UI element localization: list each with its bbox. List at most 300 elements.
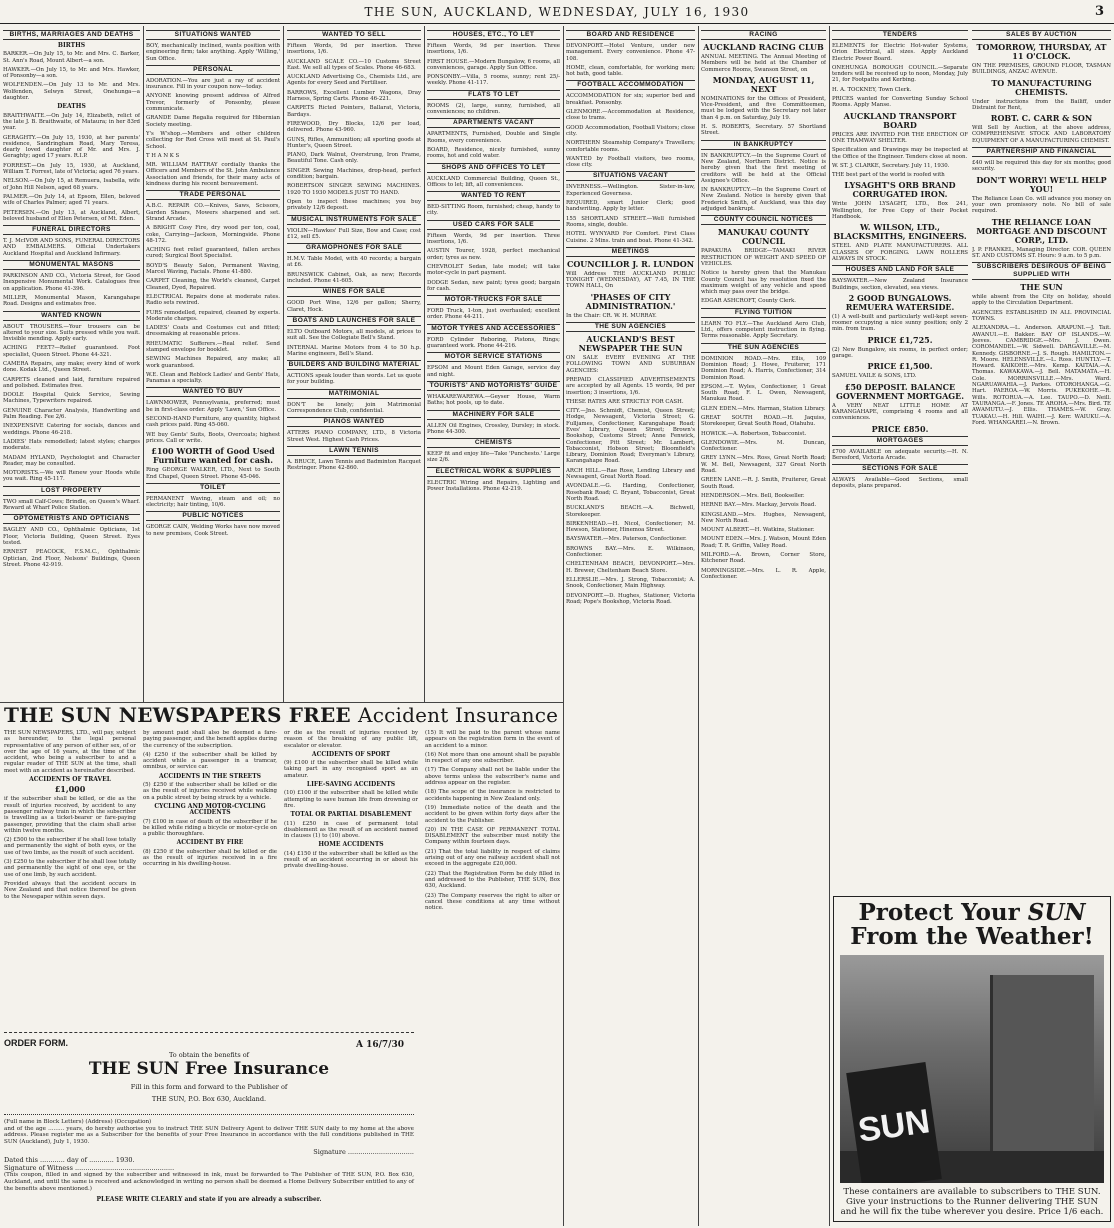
section-heading: WANTED TO RENT [427, 191, 560, 201]
classified-ad: EPSOM.—T. Wyles, Confectioner, 1 Great South Road; F. L. Owen, Newsagent, Manukau Road. [701, 383, 826, 403]
classified-ad: HERNE BAY.—Mrs. Mackay, Jervois Road. [701, 502, 817, 509]
classified-ad: AVONDALE.—G. Harding, Confectioner, Rosebank Road; C. Bryant, Tobacconist, Great North Road. [566, 483, 695, 502]
classified-ad: IN BANKRUPTCY.—In the Supreme Court of New Zealand. Notice is hereby given that Frederick Smith, of Auckland, was this day adjudged bankrupt. [701, 187, 826, 213]
promo-headline-end: From the Weather! [850, 923, 1094, 950]
order-form [4, 1032, 414, 1224]
display-line: THE SUN [1020, 282, 1063, 293]
section-heading: TENDERS [832, 30, 968, 40]
classified-ad: (15) It will be paid to the parent whose name appears on the registration form in the event of an accident to a minor. [425, 730, 560, 749]
classified-ad: (14) £150 if the subscriber shall be killed as the result of an accident occurring in or about his private dwelling-house. [284, 850, 418, 870]
classified-ad: BRUNSWICK Cabinet, Oak, as new; Records included. Phone 41-605. [287, 271, 421, 285]
classified-ad: GUNS, Rifles, Ammunition; all sporting goods at Hunter's, Queen Street. [287, 136, 421, 149]
classified-ad: SECOND-HAND Furniture, any quantity, highest cash prices paid. Ring 45-060. [146, 416, 280, 429]
section-heading: SITUATIONS VACANT [566, 171, 695, 181]
classified-ad: (11) £250 in case of permanent total disablement as the result of an accident named in clauses (1) to (10) above. [284, 820, 418, 840]
classified-ad: if the subscriber shall be killed, or die as the result of injuries received, by accident to any passenger railway train in which the subscriber is travelling as a ticket-bearer or fare-paying passenger, providing that the claim shall arise within twelve months. [4, 796, 136, 834]
section-heading: SALES BY AUCTION [972, 30, 1111, 40]
section-heading: BOARD AND RESIDENCE [566, 30, 695, 40]
section-heading: SHOPS AND OFFICES TO LET [427, 163, 560, 173]
sub-heading: DEATHS [57, 103, 86, 111]
classified-ad: ROBERTSON SINGER SEWING MACHINES. 1920 TO 1930 MODELS JUST TO HAND. [287, 183, 421, 196]
classified-ad: DON'T be lonely; join Matrimonial Correspondence Club, confidential. [287, 401, 421, 414]
classifieds-column-7 [832, 28, 968, 892]
classified-ad: NELSON.—On July 15, at Remuera, Isabella, wife of John Hill Nelson, aged 68 years. [3, 178, 140, 191]
classified-ad: £700 AVAILABLE on adequate security.—H. N. Beresford, Victoria Arcade. [832, 448, 968, 461]
insurance-banner [4, 704, 804, 726]
display-line: THE RELIANCE LOAN MORTGAGE AND DISCOUNT CORP., LTD. [976, 216, 1107, 245]
classified-ad: HOME, clean, comfortable, for working men; hot bath, good table. [566, 64, 695, 78]
classified-ad: PRICES wanted for Converting Sunday School Rooms. Apply Manse. [832, 96, 968, 109]
signature-line[interactable]: Signature ................................ [313, 1148, 414, 1157]
column-rule [698, 26, 699, 1226]
classifieds-column-8 [972, 28, 1111, 892]
classified-ad: CARPETS Ricted Pointers, Ballarat, Victoria, Bardays. [287, 105, 421, 118]
classified-ad: ADORATION.—You are just a ray of accident insurance. Fill in your coupon now—today. [146, 77, 280, 91]
classified-ad: ELLERSLIE.—Mrs. J. Strong, Tobacconist; A. Snook, Confectioner, Main Highway. [566, 576, 695, 590]
classified-ad: AUCKLAND Commercial Building, Queen St., Offices to let; lift, all conveniences. [427, 175, 560, 188]
section-heading: WANTED TO SELL [287, 30, 421, 40]
classified-ad: LADIES' Coats and Costumes cut and fitted; dressmaking at reasonable prices. [146, 325, 280, 338]
display-line: MONDAY, AUGUST 11, NEXT [712, 74, 815, 94]
signature-label: Signature [313, 1148, 346, 1157]
classified-ad: (1) A well-built and particularly well-kept seven-roomer occupying a nice sunny position; only 2 min. from tram. [832, 313, 968, 333]
section-heading: PUBLIC NOTICES [146, 511, 280, 521]
classified-ad: MOUNT EDEN.—Mrs. J. Watson, Mount Eden Road; T. R. Griffin, Valley Road. [701, 536, 826, 549]
classified-ad: ARCH HILL.—Rae Rose, Lending Library and Newsagent, Great North Road. [566, 467, 695, 481]
name-address-field[interactable] [4, 1105, 414, 1115]
classified-ad: BARROWS, Excellent Lumber Wagons, Dray Harness, Spring Carts. Phone 46-221. [287, 89, 421, 103]
classified-ad: (23) The Company reserves the right to alter or cancel these conditions at any time without notice. [425, 892, 560, 912]
display-line: TOMORROW, THURSDAY, AT 11 O'CLOCK. [976, 42, 1107, 61]
classified-ad: Will Address THE AUCKLAND PUBLIC TONIGHT (WEDNESDAY), AT 7.45, IN THE TOWN HALL, On [566, 270, 695, 290]
classified-ad: (2) £500 to the subscriber if he shall lose totally and permanently the sight of both eyes, or the use of two limbs, as the result of such accident. [4, 837, 136, 856]
classifieds-column-3 [287, 28, 421, 700]
order-form-address: THE SUN, P.O. Box 630, Auckland. [151, 1095, 267, 1103]
classified-ad: INEXPENSIVE Catering for socials, dances and weddings. Phone 46-218. [3, 423, 140, 436]
classified-ad: 155 SHORTLAND STREET.—Well furnished Rooms, single, double. [566, 215, 695, 228]
section-heading: FLATS TO LET [427, 90, 560, 100]
classified-ad: FORD Truck, 1-ton, just overhauled; excellent order. Phone 44-211. [427, 308, 560, 321]
section-heading: TOURISTS' AND MOTORISTS' GUIDE [427, 381, 560, 391]
section-heading: BUILDERS AND BUILDING MATERIAL [288, 361, 420, 369]
classified-ad: BAYSWATER.—Mrs. Paterson, Confectioner. [566, 536, 687, 543]
classified-ad: HOWICK.—A. Robertson, Tobacconist. [701, 430, 807, 437]
classified-ad: SINGER Sewing Machines, drop-head, perfect condition; bargain. [287, 167, 421, 181]
dated-line[interactable]: Dated this ............ day of ............ 1930. [4, 1156, 135, 1165]
classified-ad: THESE RATES ARE STRICTLY FOR CASH. [566, 398, 684, 405]
classifieds-column-6 [701, 28, 826, 1224]
classified-ad: GRANDE Dame Regalia required for Hibernian Society meeting. [146, 115, 280, 128]
witness-line[interactable]: Signature of Witness ................................................ [4, 1164, 175, 1173]
classified-ad: BOARD, Residence, nicely furnished, sunny rooms, hot and cold water. [427, 146, 560, 160]
classified-ad: WOLFENDEN.—On July 13 to Mr. and Mrs. Wolfenden, Selwyn Street, Onehunga—a daughter. [3, 82, 140, 102]
classified-ad: GREY LYNN.—Mrs. Ross, Great North Road; W. M. Bell, Newsagent, 327 Great North Road. [701, 455, 826, 475]
column-rule [829, 26, 830, 1226]
classified-ad: (9) £100 if the subscriber shall be killed while taking part in any recognised sport as an amateur. [284, 760, 418, 779]
section-heading: THE SUN AGENCIES [701, 343, 826, 353]
display-line: PRICE £850. [871, 423, 929, 434]
classified-ad: ALEXANDRA.—L. Anderson. ARAPUNI.—J. Tait. AWANUI.—E. Bakker. BAY OF ISLANDS.—W. Jeeves. CAMBRIDGE.—Mrs. J. Owen. COROMANDEL.—W. Sidwell. DARGAVILLE.—M. Kennedy. GISBORNE.—J. S. Rough. HAMILTON.—R. Moore. HELENSVILLE.—L. Ross. HUNTLY.—T. Howard. KAIKOHE.—Mrs. Kemp. KAITAIA.—A. Thomas. KAWAKAWA.—J. Bell. MATAMATA.—H. Cole. MORRINSVILLE.—Mrs. Ward. NGARUAWAHIA.—J. Parkes. OTOROHANGA.—G. Hart. PAEROA.—W. Morris. PUKEKOHE.—R. Wills. ROTORUA.—A. Lee. TAUPO.—D. Neill. TAURANGA.—F. Jones. TE AROHA.—Mrs. Bird. TE AWAMUTU.—J. Ellis. THAMES.—W. Gray. TUAKAU.—H. Hill. WAIHI.—J. Kerr. WAIUKU.—A. Ford. WHANGAREI.—N. Brown. [972, 325, 1111, 426]
section-heading: THE SUN AGENCIES [566, 322, 695, 332]
classified-ad: INVERNESS.—Wellington. Sister-in-law, Experienced Governess. [566, 184, 695, 197]
display-line: COUNCILLOR J. R. LUNDON [566, 258, 695, 269]
promo-caption: These containers are available to subscribers to THE SUN. Give your instructions to the Runner delivering THE SUN and he will fix the tube wherever you desire. Price 1/6 each. [840, 1187, 1104, 1217]
display-line: £50 DEPOSIT. BALANCE GOVERNMENT MORTGAGE. [836, 381, 964, 401]
classified-ad: Under instructions from the Bailiff, under Distraint for Rent, [972, 98, 1111, 111]
section-heading: MOTOR SERVICE STATIONS [427, 352, 560, 362]
section-heading: BOATS AND LAUNCHES FOR SALE [287, 316, 421, 326]
section-heading: FUNERAL DIRECTORS [3, 225, 140, 235]
display-line: AUCKLAND'S BEST NEWSPAPER THE SUN [578, 334, 683, 354]
classified-ad: MILFORD.—A. Brown, Corner Store, Kitchener Road. [701, 552, 826, 565]
classified-ad: EPSOM and Mount Eden Garage, service day and night. [427, 365, 560, 378]
display-line: £100 WORTH of Good Used Furniture wanted for cash. [151, 446, 275, 466]
classified-ad: MORNINGSIDE.—Mrs. L. R. Apple, Confectioner. [701, 567, 826, 580]
classified-ad: DEVONPORT.—Hotel Venture, under new management. Every convenience. Phone 47-108. [566, 43, 695, 62]
order-form-footer: PLEASE WRITE CLEARLY and state if you are already a subscriber. [96, 1196, 322, 1204]
classified-ad: ALWAYS Available—Good Sections, small deposits, plans prepared. [832, 477, 968, 490]
display-line: AUCKLAND RACING CLUB [703, 42, 824, 52]
section-heading: MOTOR TYRES AND ACCESSORIES [427, 324, 560, 334]
classified-ad: BROWNS BAY.—Mrs. E. Wilkinson, Confectioner. [566, 545, 695, 559]
order-form-heading: ORDER FORM. [4, 1038, 68, 1048]
sub-heading: HOME ACCIDENTS [318, 841, 384, 849]
classified-ad: ACCOMMODATION for six; superior bed and breakfast. Ponsonby. [566, 93, 695, 106]
classified-ad: CARPET Cleaning, the World's cleanest, Carpet Cleaned, Dyed, Repaired. [146, 278, 280, 291]
classified-ad: IN BANKRUPTCY.—In the Supreme Court of New Zealand, Northern District. Notice is hereby given that the first meeting of creditors will be held at the Official Assignee's Office. [701, 152, 826, 184]
classifieds-column-2 [146, 28, 280, 700]
classified-ad: (21) That the total liability in respect of claims arising out of any one railway accident shall not exceed in the aggregate £20,000. [425, 848, 560, 868]
classified-ad: ROOMS (2), large, sunny, furnished, all conveniences; no children. [427, 102, 560, 116]
promo-headline-start: Protect Your [858, 899, 1020, 926]
section-heading: SITUATIONS WANTED [146, 30, 280, 40]
classified-ad: A BRIGHT Cosy Fire, dry wood per ton, coal, coke, Carrying—Jackson, Morningside. Phone 48-172. [146, 225, 280, 244]
classified-ad: FIREWOOD, Dry Blocks, 12/6 per load, delivered. Phone 43-960. [287, 120, 421, 134]
classified-ad: ELECTRICAL Repairs done at moderate rates. Radio sets rewired. [146, 293, 280, 307]
display-line: PRICE £1,725. [867, 334, 933, 345]
classified-ad: PIANO, Dark Walnut, Overstrung, Iron Frame, Beautiful Tone. Cash only. [287, 152, 421, 165]
classified-ad: GLENMORE.—Accommodation at Residence, close to trams. [566, 109, 695, 122]
classified-ad: ONEHUNGA BOROUGH COUNCIL.—Separate tenders will be received up to noon, Monday, July 21, for Footpaths and Kerbing. [832, 64, 968, 84]
classified-ad: LADIES' Hats remodelled; latest styles; charges moderate. [3, 438, 140, 452]
masthead [0, 0, 1114, 24]
classified-ad: HENDERSON.—Mrs. Bell, Bookseller. [701, 492, 805, 499]
classified-ad: SEWING Machines Repaired, any make; all work guaranteed. [146, 356, 280, 369]
display-line: LYSAGHT'S ORB BRAND CORRUGATED IRON. [844, 180, 956, 200]
section-heading: COUNTY COUNCIL NOTICES [701, 215, 826, 225]
classified-ad: Specification and Drawings may be inspected at the Office of the Engineer. Tenders close at noon. [832, 147, 968, 160]
order-form-note: (This coupon, filled in and signed by the subscriber and witnessed in ink, must be forwarded to The Publisher of THE SUN, P.O. Box 630, Auckland, and until the same is received and acknowledged in writing no person shall be deemed a Home Delivery Subscriber entitled to any of the benefits above mentioned.) [4, 1172, 414, 1192]
classified-ad: ELECTRIC Wiring and Repairs, Lighting and Power Installations. Phone 42-219. [427, 479, 560, 492]
classified-ad: ALLEN Oil Engines, Crossley, Dursley; in stock. Phone 44-300. [427, 422, 560, 435]
classified-ad: Notice is hereby given that the Manukau County Council has by resolution fixed the maximum weight of any vehicle and speed which may pass over the bridge. [701, 270, 826, 296]
display-line: W. WILSON, LTD., BLACKSMITHS, ENGINEERS. [833, 222, 967, 242]
sub-heading: ACCIDENTS IN THE STREETS [158, 772, 262, 780]
classified-ad: DOOLE Hospital Quick Service, Sewing Machines, Typewriters repaired. [3, 392, 140, 405]
classified-ad: PARKINSON AND CO., Victoria Street, for Good Inexpensive Monumental Work. Catalogues free on application. Phone 41-396. [3, 273, 140, 292]
section-heading: OPTOMETRISTS AND OPTICIANS [3, 514, 140, 524]
insurance-terms-column-4 [425, 730, 560, 1224]
classified-ad: A. BRUCE, Lawn Tennis and Badminton Racquet Restringer. Phone 42-860. [287, 458, 421, 472]
section-heading: MUSICAL INSTRUMENTS FOR SALE [287, 215, 421, 225]
section-heading: PIANOS WANTED [287, 417, 421, 427]
classified-ad: WE buy Gents' Suits, Boots, Overcoats; highest prices. Call or write. [146, 431, 280, 444]
classified-ad: ELEMENTS for Electric Hot-water Systems, Orion Electrical, all sizes. Apply Auckland Electric Power Board. [832, 43, 968, 62]
column-rule [283, 26, 284, 702]
classified-ad: by amount paid shall also be deemed a fare-paying passenger, and the benefit applies during the currency of the subscription. [143, 730, 277, 749]
classified-ad: TWO small Calf-Cows; Brindle, on Queen's Wharf. Reward at Wharf Police Station. [3, 498, 140, 512]
order-form-title: THE SUN Free Insurance [88, 1059, 330, 1079]
section-heading: HOUSES AND LAND FOR SALE [832, 265, 968, 275]
sub-heading: TOTAL OR PARTIAL DISABLEMENT [290, 811, 412, 819]
classified-ad: GEORGE CAIN, Welding Works have now moved to new premises, Cook Street. [146, 524, 280, 537]
display-line: TO MANUFACTURING CHEMISTS. [991, 77, 1092, 97]
section-heading: WINES FOR SALE [287, 287, 421, 297]
classified-ad: BARKER.—On July 15, to Mr. and Mrs. C. Barker, St. Ann's Road, Mount Albert—a son. [3, 51, 140, 64]
classified-ad: W. ST. J. CLARKE, Secretary. July 11, 1930. [832, 162, 950, 169]
classified-ad: (3) £250 to the subscriber if he shall lose totally and permanently the sight of one eye, or the use of one limb, by such accident. [4, 859, 136, 878]
section-heading: ELECTRICAL WORK & SUPPLIES [427, 467, 560, 477]
classified-ad: BOYD'S Beauty Salon, Permanent Waving, Marcel Waving, Facials. Phone 41-880. [146, 262, 280, 276]
classified-ad: Ring GEORGE WALKER, LTD., Next to South End Chapel, Queen Street. Phone 45-046. [146, 467, 280, 480]
classified-ad: DEVONPORT.—D. Hughes, Stationer, Victoria Road; Pope's Bookshop, Victoria Road. [566, 592, 695, 605]
section-heading: APARTMENTS VACANT [427, 118, 560, 128]
classified-ad: PRICES ARE INVITED FOR THE ERECTION OF ONE TRAMWAY SHELTER. [832, 131, 968, 144]
section-heading: USED CARS FOR SALE [427, 220, 560, 230]
classified-ad: BUCKLAND'S BEACH.—A. Bichwell, Storekeeper. [566, 505, 695, 518]
display-line: PRICE £1,500. [867, 361, 933, 372]
classified-ad: PAPAKURA BRIDGE—TAMAKI RIVER RESTRICTION OF WEIGHT AND SPEED OF VEHICLES. [701, 248, 826, 267]
classifieds-column-1 [3, 28, 140, 700]
sub-heading: LIFE-SAVING ACCIDENTS [306, 781, 396, 789]
classified-ad: APARTMENTS, Furnished, Double and Single Rooms, every convenience. [427, 131, 560, 144]
classified-ad: GREAT SOUTH ROAD.—H. Jaquiss, Storekeeper, Great South Road, Otahuhu. [701, 414, 826, 428]
newspaper-title: THE SUN, AUCKLAND, WEDNESDAY, JULY 16, 1930 [364, 5, 750, 19]
classified-ad: SAMUEL VAILE & SONS, LTD. [832, 373, 917, 380]
classified-ad: (4) £250 if the subscriber shall be killed by accident while a passenger in a tramcar, omnibus, or service car. [143, 751, 277, 771]
classified-ad: (22) That the Registration Form be duly filled in and addressed to the Publisher, THE SUN, Box 630, Auckland. [425, 870, 560, 890]
classified-ad: EDGAR ASHCROFT, County Clerk. [701, 298, 796, 305]
section-heading: LAWN TENNIS [287, 446, 421, 456]
section-heading: MORTGAGES [832, 436, 968, 446]
insurance-terms-column-3 [284, 730, 418, 1028]
classified-ad: ANYONE knowing present address of Alfred Trevor, formerly of Ponsonby, please communicate. [146, 93, 280, 113]
sub-heading: BIRTHS [57, 42, 86, 49]
classified-ad: GLENDOWIE.—Mrs. M. Duncan, Confectioner. [701, 439, 826, 453]
banner-title-light: Accident Insurance [358, 703, 559, 727]
section-heading: MEETINGS [566, 247, 695, 257]
classified-ad: (2) New Bungalow, six rooms, in perfect order; garage. [832, 346, 968, 360]
classified-ad: MADAM HYLAND, Psychologist and Character Reader, may be consulted. [3, 454, 140, 467]
classified-ad: (17) The Company shall not be liable under the above terms unless the subscriber's name and address appear on the register. [425, 767, 560, 787]
display-line: MANUKAU COUNTY COUNCIL [717, 227, 810, 247]
classified-ad: H.M.V. Table Model, with 40 records; a bargain at £6. [287, 256, 421, 269]
classified-ad: PREPAID CLASSIFIED ADVERTISEMENTS are accepted by all Agents. 15 words, 9d per insertion; 3 insertions, 1/6. [566, 376, 695, 396]
classifieds-column-4 [427, 28, 560, 700]
classified-ad: (5) £250 if the subscriber shall be killed or die as the result of injuries received while walking on a public street by being struck by a vehicle. [143, 782, 277, 801]
classified-ad: GOOD Accommodation, Football Visitors; close city. [566, 124, 695, 137]
classified-ad: WHAKAREWAREWA.—Geyser House, Warm Baths; hot pools, up to date. [427, 393, 560, 407]
classified-ad: CITY.—Jno. Schmidt, Chemist, Queen Street; Hodge, Newsagent, Victoria Street; G. Fulljames, Confectioner, Karangahape Road; Eves' Library, Queen Street; Brown's Bookshop, Customs Street; Anne Fenwick, Confectioner, Pitt Street; Mr. Lambert, Tobacconist, Hobson Street; Bloomfield's Library, Dominion Road; Everyman's Library, Karangahape Road. [566, 408, 695, 465]
section-heading: MOTOR-TRUCKS FOR SALE [427, 295, 560, 305]
classified-ad: BAGLEY AND CO., Ophthalmic Opticians, 1st Floor, Victoria Building, Queen Street. Eyes tested. [3, 527, 140, 546]
classified-ad: AGENCIES ESTABLISHED IN ALL PROVINCIAL TOWNS. [972, 309, 1111, 323]
section-heading: WANTED KNOWN [3, 311, 140, 321]
classified-ad: Y's W'shop.—Members and other children collecting for Red Cross will meet at St. Paul's School. [146, 130, 280, 150]
classified-ad: INTERNAL Marine Motors from 4 to 50 h.p. Marine engineers, Bell's Stand. [287, 344, 421, 357]
section-heading: MONUMENTAL MASONS [3, 260, 140, 270]
classified-ad: Open to inspect these machines; you buy privately 12/6 deposit. [287, 198, 421, 212]
classified-ad: T H A N K S [146, 152, 180, 159]
section-heading: MATRIMONIAL [287, 389, 421, 399]
classified-ad: W.E. Clean and Reblock Ladies' and Gents' Hats, Panamas a specialty. [146, 371, 280, 385]
classified-ad: DODGE Sedan, new paint; tyres good; bargain for cash. [427, 279, 560, 292]
classified-ad: (19) Immediate notice of the death and the accident to be given within forty days after the accident to the Publisher. [425, 804, 560, 824]
classified-ad: ERNEST PEACOCK, F.S.M.C., Ophthalmic Optician, 2nd Floor, Nelsons' Buildings, Queen Street. Phone 42-919. [3, 549, 140, 568]
sub-heading: CYCLING AND MOTOR-CYCLING ACCIDENTS [154, 802, 266, 817]
classified-ad: Fifteen Words, 9d per insertion. Three insertions, 1/6. [427, 232, 560, 246]
classified-ad: LEARN TO FLY.—The Auckland Aero Club, Ltd., offers competent instruction in flying. Terms reasonable. Apply Secretary. [701, 320, 826, 340]
classified-ad: GLEN EDEN.—Mrs. Harman, Station Library. [701, 405, 826, 412]
classified-ad: BRAITHWAITE.—On July 14, Elizabeth, relict of the late J. B. Braithwaite, of Mataura; in her 83rd year. [3, 112, 140, 132]
classified-ad: PERMANENT Waving, steam and oil; no electricity; hair tinting, 10/6. [146, 495, 280, 509]
insurance-terms-column-1 [4, 730, 136, 1028]
classified-ad: GENUINE Character Analysis, Handwriting and Palm Reading. Fee 2/6. [3, 407, 140, 421]
classified-ad: T. J. McIVOR AND SONS, FUNERAL DIRECTORS AND EMBALMERS. Official Undertakers Auckland Hospital and Auckland Infirmary. [3, 238, 140, 257]
classified-ad: CAMERA Repairs, any make; every kind of work done. Kodak Ltd., Queen Street. [3, 360, 140, 374]
section-heading: HOUSES, ETC., TO LET [427, 30, 560, 40]
section-heading: SUBSCRIBERS DESIROUS OF BEING SUPPLIED WITH [972, 262, 1111, 280]
display-line: ROBT. C. CARR & SON [990, 113, 1093, 124]
section-heading: CHEMISTS [427, 438, 560, 448]
section-heading: MACHINERY FOR SALE [427, 410, 560, 420]
classified-ad: FIRST HOUSE.—Modern Bungalow, 6 rooms, all conveniences, garage. Apply Sun Office. [427, 58, 560, 71]
classified-ad: CARPETS cleaned and laid, furniture repaired and polished. Estimates free. [3, 376, 140, 389]
classified-ad: The Reliance Loan Co. will advance you money on your own promissory note. No bill of sale required. [972, 195, 1111, 215]
classified-ad: WANTED by Football visitors, two rooms, close city. [566, 155, 695, 169]
section-heading: WANTED TO BUY [146, 387, 280, 397]
classified-ad: PETERSEN.—On July 13, at Auckland, Albert, beloved husband of Ellen Petersen, of Mt. Eden. [3, 209, 140, 222]
classified-ad: BED-SITTING Room, furnished; cheap, handy to city. [427, 204, 560, 217]
classified-ad: or die as the result of injuries received by reason of the breaking of any public lift, escalator or elevator. [284, 730, 418, 749]
display-line: AUCKLAND TRANSPORT BOARD [843, 110, 957, 130]
classified-ad: Provided always that the accident occurs in New Zealand and that notice thereof be given to the Newspaper within seven days. [4, 880, 136, 900]
classified-ad: KEEP fit and enjoy life—Take 'Punchesto.' Large size 2/6. [427, 451, 560, 464]
order-form-intro: To obtain the benefits of [168, 1051, 250, 1059]
classified-ad: REQUIRED, smart Junior Clerk; good handwriting. Apply by letter. [566, 200, 695, 213]
display-line: 2 GOOD BUNGALOWS. REMUERA WATERSIDE. [845, 292, 955, 312]
section-heading: RACING [701, 30, 826, 40]
classified-ad: VIOLIN—Hawkes' Full Size, Bow and Case; cost £12, sell £5. [287, 227, 421, 240]
section-heading: PERSONAL [146, 65, 280, 75]
classified-ad: (7) £100 in case of death of the subscriber if he be killed while riding a bicycle or motor-cycle on a public thoroughfare. [143, 818, 277, 838]
classified-ad: ACTIONS speak louder than words. Let us quote for your building. [287, 373, 421, 386]
classified-ad: AUCKLAND Advertising Co., Chemists Ltd., are Agents for every Seed and Fertiliser. [287, 74, 421, 87]
classified-ad: Write JOHN LYSAGHT, LTD., Box 241, Wellington, for Free Copy of their Pocket Handbook. [832, 201, 968, 221]
banner-title-bold: THE SUN NEWSPAPERS FREE [4, 703, 351, 727]
weather-container-promo [833, 896, 1111, 1222]
promo-photo [840, 955, 1104, 1183]
promo-headline [834, 901, 1110, 949]
classified-ad: H. A. TOCKNEY, Town Clerk. [832, 86, 912, 93]
classified-ad: MOTORISTS.—We will Renew your Hoods while you wait. Ring 45-117. [3, 470, 140, 483]
classified-ad: PONSONBY.—Villa, 5 rooms, sunny; rent 25/- weekly. Phone 41-117. [427, 74, 560, 87]
sun-container-box: SUN [846, 1062, 942, 1183]
classified-ad: NORTHERN Steamship Company's Travellers; comfortable rooms. [566, 140, 695, 153]
classified-ad: ON THE PREMISES, GROUND FLOOR, TASMAN BUILDINGS, ANZAC AVENUE. [972, 63, 1111, 76]
classified-ad: In the Chair: CR. W. H. MURRAY. [566, 312, 657, 319]
order-form-subtitle: Fill in this form and forward to the Publisher of [130, 1083, 288, 1091]
display-line: £1,000 [54, 784, 86, 795]
section-heading: TRADE PERSONAL [146, 190, 280, 200]
classified-ad: ANNUAL MEETING. The Annual Meeting of Members will be held at the Chamber of Commerce Rooms, Swanson Street, on [701, 54, 826, 73]
classified-ad: FORREST.—On July 15, 1930, at Auckland, William T. Forrest, late of Victoria; aged 76 years. [3, 162, 140, 176]
section-heading: FLYING TUITION [701, 308, 826, 318]
section-heading: BIRTHS, MARRIAGES AND DEATHS [3, 30, 140, 40]
classified-ad: THE best part of the world is roofed with [832, 172, 945, 179]
classified-ad: CHELTENHAM BEACH, DEVONPORT.—Mrs. H. Brewer, Cheltenham Beach Store. [566, 561, 695, 574]
section-heading: FOOTBALL ACCOMMODATION [566, 80, 695, 90]
classified-ad: (10) £100 if the subscriber shall be killed while attempting to save human life from drowning or fire. [284, 790, 418, 809]
classified-ad: HOTEL WYNYARD For Comfort. First Class Cuisine. 2 Mins. train and boat. Phone 41-342. [566, 231, 695, 244]
page-number: 3 [1094, 4, 1104, 19]
classified-ad: FORD Cylinder Reboring, Pistons, Rings; guaranteed work. Phone 44-216. [427, 336, 560, 350]
classified-ad: (20) IN THE CASE OF PERMANENT TOTAL DISABLEMENT the subscriber must notify the Company within fourteen days. [425, 826, 560, 846]
classified-ad: ELTO Outboard Motors, all models, at prices to suit all. See the Collegiate Bell's Stand. [287, 328, 421, 342]
classified-ad: BAYSWATER.—New Zealand Insurance Buildings, section, elevated, sea views. [832, 278, 968, 291]
display-line: 'PHASES OF CITY ADMINISTRATION.' [585, 291, 676, 311]
classified-ad: GREEN LANE.—R. J. Smith, Fruiterer, Great South Road. [701, 477, 826, 490]
classified-ad: RHEUMATIC Sufferers.—Real relief. Send stamped envelope for booklet. [146, 340, 280, 353]
classified-ad: CHEVROLET Sedan, late model; will take motor-cycle in part payment. [427, 263, 560, 277]
classified-ad: MR. WILLIAM RATTRAY cordially thanks the Officers and Members of the St. John Ambulance Association and friends, for their many acts of kindness during his recent bereavement. [146, 162, 280, 188]
classified-ad: THE SUN NEWSPAPERS, LTD., will pay, subject as hereunder, to the legal personal representative of any person of either sex, of or over the age of 16 years, at the time of the accident, who being a subscriber to and a regular reader of THE SUN at the time, shall meet with an accident as hereinafter described. [4, 730, 136, 774]
sub-heading: ACCIDENT BY FIRE [176, 839, 244, 847]
section-heading: PARTNERSHIP AND FINANCIAL [972, 147, 1111, 157]
classified-ad: ATTERS PIANO COMPANY, LTD., 8 Victoria Street West. Highest Cash Prices. [287, 430, 421, 443]
classified-ad: BOY, mechanically inclined, wants position with engineering firm; take anything. Apply 'Willing,' Sun Office. [146, 43, 280, 62]
classified-ad: MILLER, Monumental Mason, Karangahape Road. Designs and estimates free. [3, 294, 140, 308]
classified-ad: PALMER.—On July 14, at Epsom, Ellen, beloved wife of Charles Palmer; aged 71 years. [3, 193, 140, 207]
classified-ad: (8) £250 if the subscriber shall be killed or die as the result of injuries received in a fire occurring in his dwelling-house. [143, 848, 277, 868]
classified-ad: FURS remodelled, repaired, cleaned by experts. Moderate charges. [146, 309, 280, 322]
classified-ad: HAWKER.—On July 15, to Mr. and Mrs. Hawker, of Ponsonby—a son. [3, 66, 140, 80]
classified-ad: KINGSLAND.—Mrs. Hughes, Newsagent, New North Road. [701, 511, 826, 524]
column-rule [143, 26, 144, 702]
classified-ad: AUSTIN Tourer, 1928, perfect mechanical order; tyres as new. [427, 248, 560, 261]
classified-ad: STEEL AND PLATE MANUFACTURERS. ALL CLASSES OF FORGING. LAWN ROLLERS ALWAYS IN STOCK. [832, 243, 968, 262]
classifieds-column-5 [566, 28, 695, 1224]
classified-ad: Fifteen Words, 9d per insertion. Three insertions, 1/6. [427, 43, 560, 56]
display-line: DON'T WORRY! WE'LL HELP YOU! [976, 174, 1107, 194]
sub-heading: ACCIDENTS OF SPORT [311, 750, 391, 758]
column-rule [563, 26, 564, 1226]
classified-ad: GOOD Port Wine, 12/6 per gallon; Sherry, Claret, Hock. [287, 300, 421, 313]
witness-label: Signature of Witness [4, 1164, 73, 1173]
field-labels: (Full name in Block Letters) (Address) (Occupation) [4, 1119, 152, 1125]
section-heading: IN BANKRUPTCY [701, 140, 826, 150]
promo-headline-sun: SUN [1027, 899, 1086, 926]
classified-ad: ABOUT TROUSERS.—Your trousers can be altered to your size. Suits pressed while you wait. Invisible mending. Apply early. [3, 323, 140, 343]
classified-ad: £40 will be required this day for six months; good security. [972, 160, 1111, 173]
classified-ad: GERAGHTY.—On July 15, 1930, at her parents' residence, Sandringham Road, Mary Teresa, dearly loved daughter of Mr. and Mrs. J. Geraghty; aged 17 years. R.I.P. [3, 134, 140, 160]
classified-ad: J. P. FRANKEL, Managing Director. COR. QUEEN ST. AND CUSTOMS ST. Hours: 9 a.m. to 5 p.m. [972, 246, 1111, 259]
classified-ad: LAWNMOWER, Pennsylvania, preferred; must be in first-class order. Apply 'Lawn,' Sun Office. [146, 400, 280, 413]
classified-ad: AUCKLAND SCALE CO.—10 Customs Street East. We sell all types of Scales. Phone 46-683. [287, 58, 421, 71]
classified-ad: Fifteen Words, 9d per insertion. Three insertions, 1/6. [287, 43, 421, 56]
classified-ad: ON SALE EVERY EVENING AT THE FOLLOWING TOWN AND SUBURBAN AGENCIES: [566, 355, 695, 374]
order-form-number: A 16/7/30 [355, 1040, 404, 1050]
